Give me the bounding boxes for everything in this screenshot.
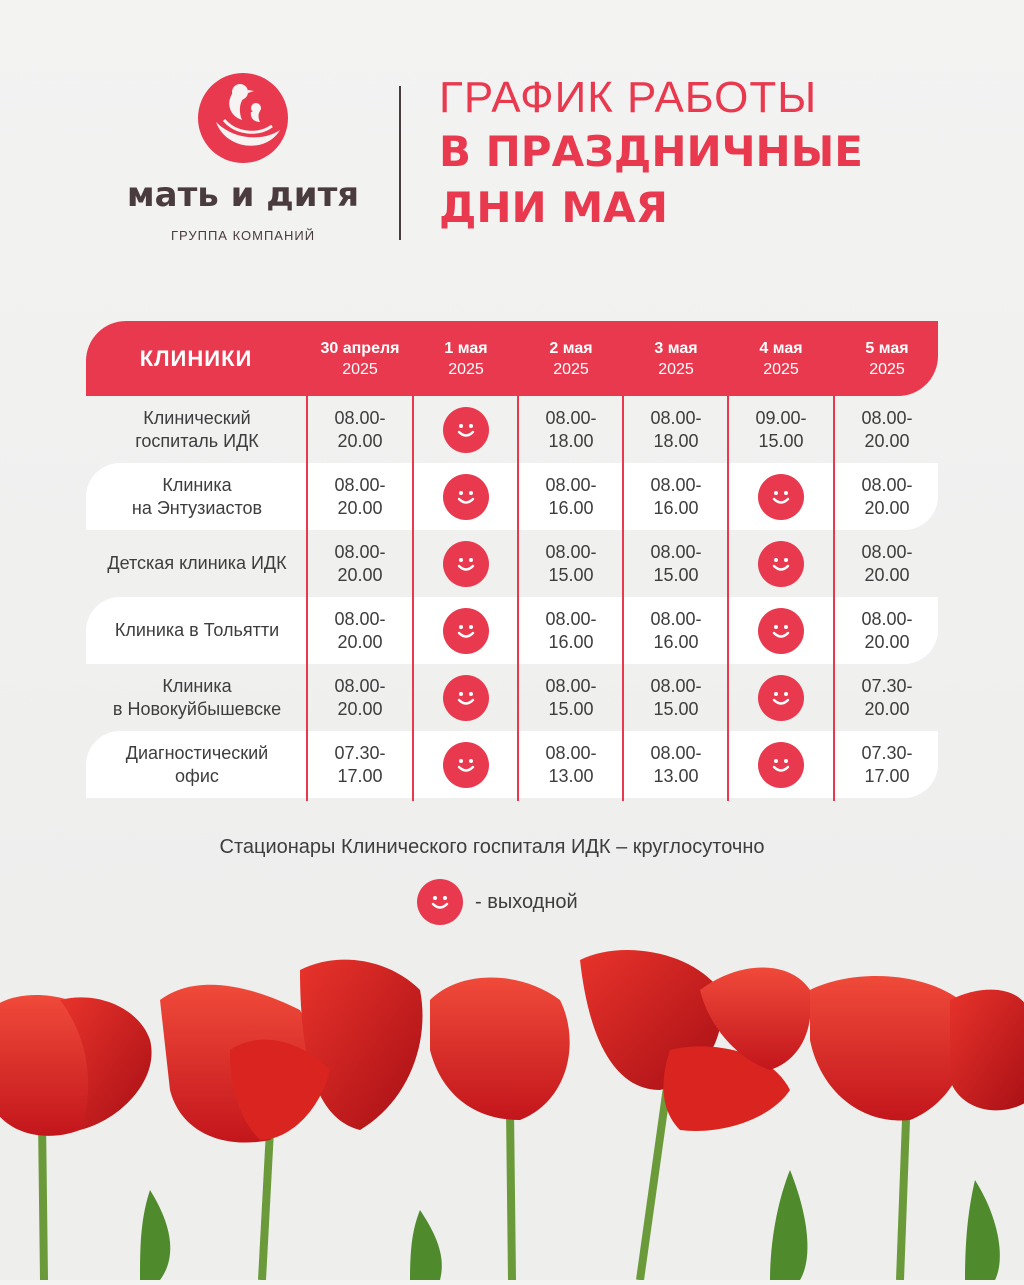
date-day: 30 апреля	[320, 340, 400, 357]
legend-text: - выходной	[475, 890, 578, 913]
date-day: 3 мая	[654, 340, 698, 357]
hours-cell: 08.00- 15.00	[545, 675, 597, 719]
column-divider	[727, 321, 729, 801]
hospital-note: Стационары Клинического госпиталя ИДК – круглосуточно	[219, 836, 765, 858]
smiley-icon	[443, 675, 489, 721]
hours-cell: 08.00- 18.00	[650, 407, 702, 451]
title-line-2: В ПРАЗДНИЧНЫЕ	[439, 127, 863, 176]
mother-child-birds-icon	[196, 70, 290, 165]
hours-cell: 08.00- 15.00	[545, 541, 597, 585]
date-column-header	[414, 321, 518, 396]
day-off-cell	[729, 664, 833, 731]
hours-cell: 08.00- 20.00	[334, 675, 386, 719]
table-row	[86, 530, 938, 597]
brand-logo	[118, 70, 368, 250]
table-row	[86, 396, 938, 463]
header-divider	[399, 86, 401, 240]
day-off-cell	[414, 396, 518, 463]
table-row	[86, 731, 938, 798]
clinics-column-header: КЛИНИКИ	[139, 346, 253, 371]
column-divider	[833, 321, 835, 801]
column-divider	[517, 321, 519, 801]
date-year: 2025	[869, 361, 905, 378]
day-off-cell	[414, 530, 518, 597]
tulips-decoration	[0, 930, 1024, 1280]
clinic-name: Детская клиника ИДК	[107, 553, 287, 573]
hours-cell: 08.00- 20.00	[861, 608, 913, 652]
title-line-1: ГРАФИК РАБОТЫ	[439, 73, 818, 122]
date-column-header	[308, 321, 412, 396]
table-row	[86, 597, 938, 664]
hours-cell: 08.00- 13.00	[650, 742, 702, 786]
smiley-icon	[443, 608, 489, 654]
hours-cell: 08.00- 16.00	[650, 474, 702, 518]
clinic-name: Клиника в Новокуйбышевске	[112, 675, 282, 719]
smiley-icon	[758, 675, 804, 721]
hours-cell: 08.00- 20.00	[334, 608, 386, 652]
smiley-icon	[758, 474, 804, 520]
title-line-3: ДНИ МАЯ	[439, 183, 668, 232]
date-year: 2025	[658, 361, 694, 378]
date-column-header	[729, 321, 833, 396]
hours-cell: 09.00- 15.00	[755, 407, 807, 451]
column-divider	[306, 321, 308, 801]
column-divider	[412, 321, 414, 801]
date-day: 2 мая	[549, 340, 593, 357]
date-day: 4 мая	[759, 340, 803, 357]
hours-cell: 07.30- 17.00	[861, 742, 913, 786]
day-off-cell	[414, 463, 518, 530]
hours-cell: 08.00- 16.00	[545, 474, 597, 518]
date-day: 5 мая	[865, 340, 909, 357]
hours-cell: 08.00- 15.00	[650, 541, 702, 585]
smiley-icon	[443, 407, 489, 453]
brand-name: мать и дитя	[126, 175, 360, 215]
table-body	[86, 396, 938, 798]
clinic-name: Диагностический офис	[125, 742, 269, 786]
clinic-name: Клинический госпиталь ИДК	[135, 407, 259, 451]
date-day: 1 мая	[444, 340, 488, 357]
table-row	[86, 664, 938, 731]
date-year: 2025	[448, 361, 484, 378]
date-column-header	[835, 321, 939, 396]
date-column-header	[624, 321, 728, 396]
table-row	[86, 463, 938, 530]
day-off-cell	[729, 530, 833, 597]
date-column-header	[519, 321, 623, 396]
column-divider	[622, 321, 624, 801]
date-year: 2025	[763, 361, 799, 378]
hours-cell: 08.00- 15.00	[650, 675, 702, 719]
smiley-icon	[758, 541, 804, 587]
schedule-table	[86, 321, 938, 798]
hours-cell: 08.00- 13.00	[545, 742, 597, 786]
day-off-cell	[414, 731, 518, 798]
day-off-cell	[729, 597, 833, 664]
hours-cell: 08.00- 20.00	[861, 541, 913, 585]
hours-cell: 07.30- 20.00	[861, 675, 913, 719]
hours-cell: 08.00- 18.00	[545, 407, 597, 451]
page-title	[439, 72, 999, 236]
clinic-name: Клиника в Тольятти	[114, 620, 280, 640]
brand-subtitle: ГРУППА КОМПАНИЙ	[170, 228, 316, 243]
legend	[417, 879, 578, 925]
smiley-icon	[417, 879, 463, 925]
clinic-name: Клиника на Энтузиастов	[131, 474, 263, 518]
hours-cell: 07.30- 17.00	[334, 742, 386, 786]
day-off-cell	[729, 463, 833, 530]
date-year: 2025	[342, 361, 378, 378]
table-header	[86, 321, 938, 396]
hours-cell: 08.00- 16.00	[545, 608, 597, 652]
day-off-cell	[414, 597, 518, 664]
hours-cell: 08.00- 20.00	[334, 407, 386, 451]
smiley-icon	[443, 541, 489, 587]
smiley-icon	[758, 608, 804, 654]
hours-cell: 08.00- 20.00	[334, 474, 386, 518]
hours-cell: 08.00- 20.00	[861, 474, 913, 518]
date-year: 2025	[553, 361, 589, 378]
smiley-icon	[443, 474, 489, 520]
hours-cell: 08.00- 16.00	[650, 608, 702, 652]
hours-cell: 08.00- 20.00	[334, 541, 386, 585]
day-off-cell	[414, 664, 518, 731]
day-off-cell	[729, 731, 833, 798]
smiley-icon	[758, 742, 804, 788]
smiley-icon	[443, 742, 489, 788]
hours-cell: 08.00- 20.00	[861, 407, 913, 451]
